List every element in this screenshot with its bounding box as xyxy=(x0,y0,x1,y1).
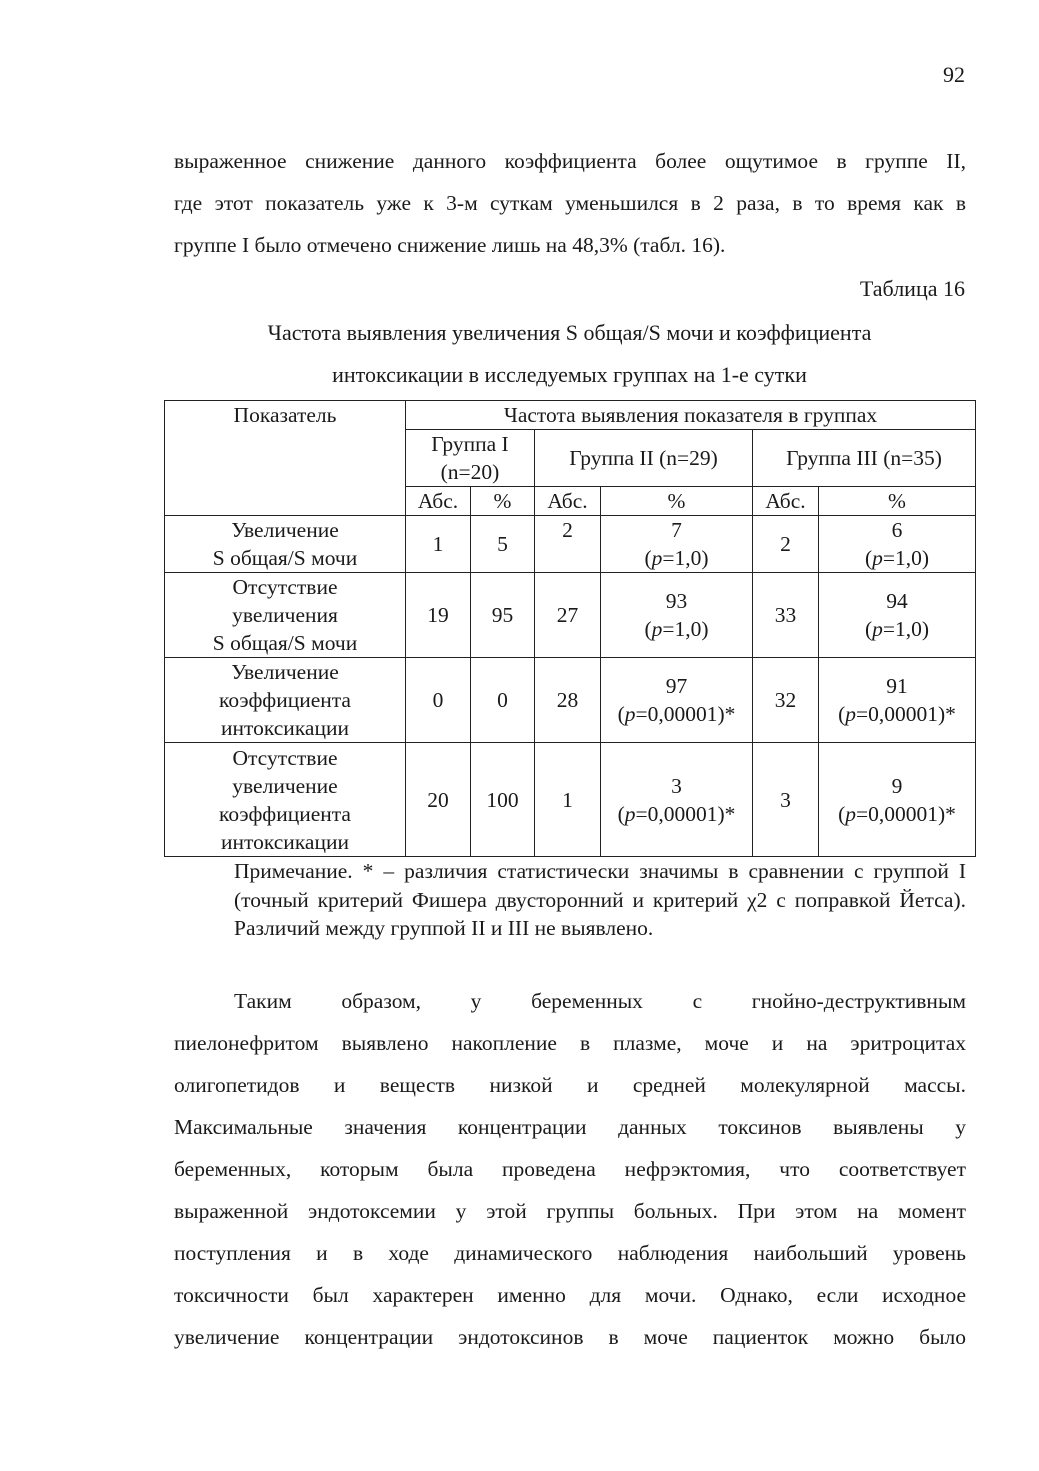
p-letter: p xyxy=(624,702,636,726)
header-group3: Группа III (n=35) xyxy=(753,430,976,487)
header-frequency: Частота выявления показателя в группах xyxy=(406,401,976,430)
p-rest: =1,0) xyxy=(662,617,709,641)
row-label-line: S общая/S мочи xyxy=(212,631,358,655)
table-row xyxy=(165,573,976,658)
pct-value: 97 xyxy=(665,674,688,698)
header-indicator: Показатель xyxy=(165,401,406,516)
paragraph-line: токсичности был характерен именно для мочи. Однако, если исходное xyxy=(174,1283,966,1307)
table-caption xyxy=(164,312,975,396)
header-group2: Группа II (n=29) xyxy=(535,430,753,487)
header-pct: % xyxy=(471,487,535,516)
table-row xyxy=(165,743,976,857)
paragraph-line: Таким образом, у беременных с гнойно-деструктивным xyxy=(234,989,966,1013)
p-rest: =0,00001)* xyxy=(856,702,956,726)
p-value xyxy=(821,700,973,728)
paragraph-line: группе I было отмечено снижение лишь на 48,3% (табл. 16). xyxy=(174,233,726,257)
cell-g2-abs: 28 xyxy=(535,658,601,743)
cell-g3-abs: 3 xyxy=(753,743,819,857)
table-note-text: Примечание. * – различия статистически значимы в сравнении с группой I (точный критерий Фишера двусторонний и критерий χ2 с поправкой Йетса). Различий между группой II и III не выявлено. xyxy=(234,859,966,940)
cell-g1-abs: 0 xyxy=(406,658,471,743)
cell-g2-abs: 1 xyxy=(535,743,601,857)
cell-g1-pct: 5 xyxy=(471,516,535,573)
paragraph-line: Максимальные значения концентрации данных токсинов выявлены у xyxy=(174,1115,966,1139)
header-abs: Абс. xyxy=(753,487,819,516)
cell-g3-pct xyxy=(819,743,976,857)
row-label xyxy=(165,516,406,573)
row-label-line: интоксикации xyxy=(220,716,349,740)
p-value xyxy=(603,700,750,728)
header-pct: % xyxy=(819,487,976,516)
cell-g3-abs: 33 xyxy=(753,573,819,658)
p-letter: p xyxy=(872,617,883,641)
p-open: ( xyxy=(838,801,846,826)
row-label xyxy=(165,658,406,743)
cell-g1-abs: 1 xyxy=(406,516,471,573)
paragraph-line: где этот показатель уже к 3-м суткам уменьшился в 2 раза, в то время как в xyxy=(174,191,966,215)
cell-g1-abs: 19 xyxy=(406,573,471,658)
p-value xyxy=(603,544,750,572)
table-row xyxy=(165,658,976,743)
row-label-line: Увеличение xyxy=(231,518,339,542)
paragraph-intro xyxy=(174,140,966,266)
row-label-line: коэффициента xyxy=(219,688,351,712)
p-value xyxy=(821,615,973,643)
pct-value: 9 xyxy=(891,773,903,798)
row-label-line: коэффициента xyxy=(219,801,351,826)
cell-g3-abs: 2 xyxy=(753,516,819,573)
paragraph-line: беременных, которым была проведена нефрэктомия, что соответствует xyxy=(174,1157,966,1181)
p-letter: p xyxy=(845,702,857,726)
p-rest: =0,00001)* xyxy=(856,801,956,826)
cell-g1-pct: 0 xyxy=(471,658,535,743)
table-note xyxy=(174,857,966,943)
cell-g2-pct xyxy=(601,743,753,857)
paragraph-line: выраженное снижение данного коэффициента более ощутимое в группе II, xyxy=(174,149,966,173)
cell-g2-pct xyxy=(601,516,753,573)
p-value xyxy=(603,615,750,643)
cell-g2-pct xyxy=(601,658,753,743)
paragraph-conclusion xyxy=(174,980,966,1358)
p-letter: p xyxy=(624,801,636,826)
cell-g1-abs: 20 xyxy=(406,743,471,857)
row-label-line: Отсутствие xyxy=(232,575,338,599)
paragraph-line: поступления и в ходе динамического наблюдения наибольший уровень xyxy=(174,1241,966,1265)
pct-value: 91 xyxy=(886,674,908,698)
row-label-line: увеличение xyxy=(232,773,338,798)
table-caption-line: Частота выявления увеличения S общая/S мочи и коэффициента xyxy=(267,320,872,345)
paragraph-line: увеличение концентрации эндотоксинов в моче пациенток можно было xyxy=(174,1325,966,1349)
paragraph-line: олигопетидов и веществ низкой и средней молекулярной массы. xyxy=(174,1073,966,1097)
pct-value: 3 xyxy=(671,773,682,798)
row-label-line: Увеличение xyxy=(231,660,339,684)
cell-g3-pct xyxy=(819,516,976,573)
p-value xyxy=(821,544,973,572)
pct-value: 94 xyxy=(886,589,908,613)
p-rest: =0,00001)* xyxy=(635,702,736,726)
p-value xyxy=(821,800,973,828)
pct-value: 6 xyxy=(891,518,903,542)
table-caption-line: интоксикации в исследуемых группах на 1-е сутки xyxy=(332,362,807,387)
header-group1-line: (n=20) xyxy=(440,460,500,484)
p-open: ( xyxy=(617,801,625,826)
p-open: ( xyxy=(644,617,652,641)
row-label-line: S общая/S мочи xyxy=(212,546,358,570)
p-letter: p xyxy=(872,546,883,570)
header-group1-line: Группа I xyxy=(431,432,509,456)
row-label-line: интоксикации xyxy=(220,829,349,854)
cell-g1-pct: 100 xyxy=(471,743,535,857)
p-letter: p xyxy=(651,546,663,570)
p-open: ( xyxy=(864,617,873,641)
page-number: 92 xyxy=(943,62,965,87)
cell-g2-abs: 27 xyxy=(535,573,601,658)
table-label: Таблица 16 xyxy=(859,276,965,301)
cell-g3-pct xyxy=(819,573,976,658)
row-label xyxy=(165,743,406,857)
p-open: ( xyxy=(644,546,652,570)
p-letter: p xyxy=(651,617,663,641)
row-label xyxy=(165,573,406,658)
cell-g2-abs: 2 xyxy=(535,516,601,573)
data-table xyxy=(164,400,976,857)
header-group1 xyxy=(406,430,535,487)
paragraph-line: выраженной эндотоксемии у этой группы больных. При этом на момент xyxy=(174,1199,966,1223)
row-label-line: Отсутствие xyxy=(232,745,338,770)
pct-value: 93 xyxy=(665,589,688,613)
p-open: ( xyxy=(617,702,625,726)
table-row xyxy=(165,516,976,573)
p-rest: =0,00001)* xyxy=(635,801,736,826)
pct-value: 7 xyxy=(671,518,682,542)
p-rest: =1,0) xyxy=(662,546,709,570)
cell-g3-abs: 32 xyxy=(753,658,819,743)
paragraph-line: пиелонефритом выявлено накопление в плазме, моче и на эритроцитах xyxy=(174,1031,966,1055)
p-rest: =1,0) xyxy=(882,617,930,641)
header-pct: % xyxy=(601,487,753,516)
p-letter: p xyxy=(845,801,857,826)
header-abs: Абс. xyxy=(535,487,601,516)
p-value xyxy=(603,800,750,828)
p-open: ( xyxy=(864,546,873,570)
p-open: ( xyxy=(838,702,846,726)
p-rest: =1,0) xyxy=(882,546,930,570)
cell-g3-pct xyxy=(819,658,976,743)
cell-g1-pct: 95 xyxy=(471,573,535,658)
row-label-line: увеличения xyxy=(232,603,338,627)
cell-g2-pct xyxy=(601,573,753,658)
header-abs: Абс. xyxy=(406,487,471,516)
